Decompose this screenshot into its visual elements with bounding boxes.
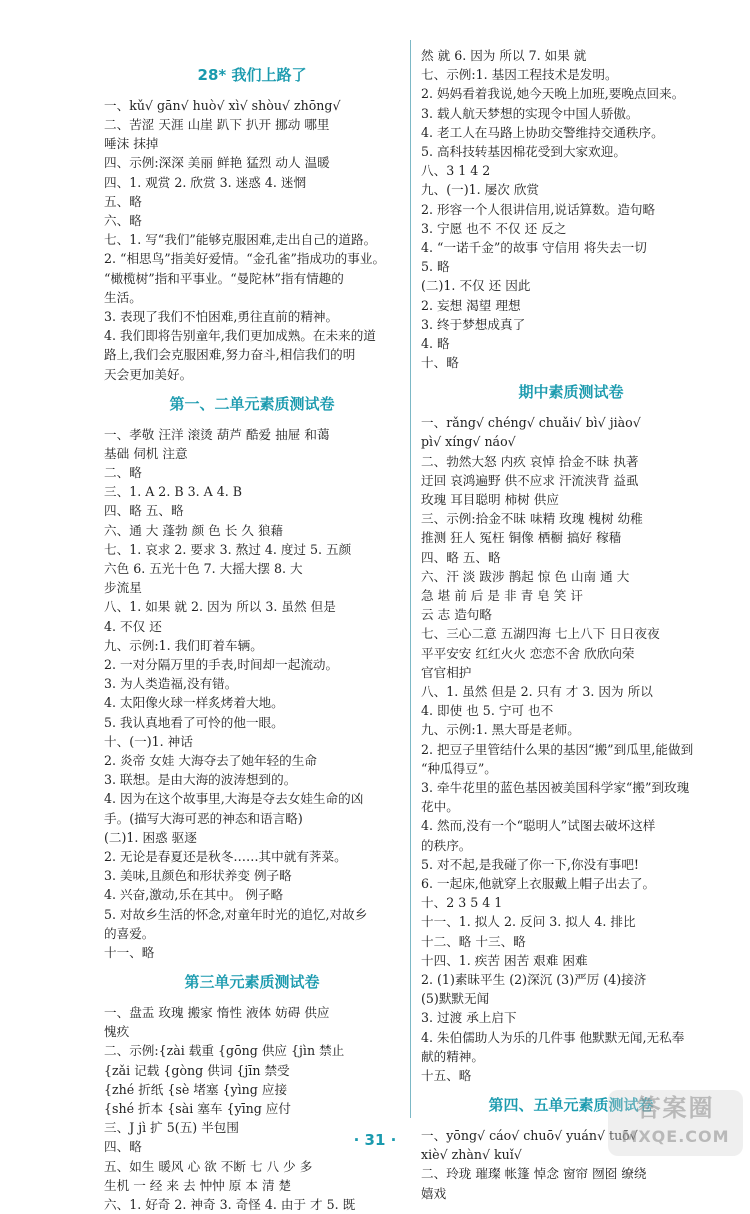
answer-line: 5. 对不起,是我碰了你一下,你没有事吧! xyxy=(421,856,639,872)
answer-line: 4. 我们即将告别童年,我们更加成熟。在未来的道 xyxy=(104,328,376,344)
answer-line: 一、孝敬 汪洋 滚烫 葫芦 酷爱 抽屉 和蔼 xyxy=(104,426,330,442)
section-heading: 第四、五单元素质测试卷 xyxy=(488,1096,654,1115)
answer-line: pì√ xíng√ náo√ xyxy=(421,434,516,450)
answer-line: 八、3 1 4 2 xyxy=(421,163,491,179)
answer-line: 2. 形容一个人很讲信用,说话算数。造句略 xyxy=(421,201,656,217)
answer-line: 六、略 xyxy=(104,213,142,228)
answer-line: 3. 牵牛花里的蓝色基因被美国科学家“搬”到玫瑰 xyxy=(421,780,690,795)
answer-line: 二、略 xyxy=(104,465,142,480)
answer-line: 七、1. 写“我们”能够克服困难,走出自己的道路。 xyxy=(104,232,377,248)
answer-line: 十四、1. 疾苦 困苦 艰难 困难 xyxy=(421,952,588,968)
answer-line: 3. 美味,且颜色和形状养变 例子略 xyxy=(104,868,292,884)
answer-line: 生机 一 经 来 去 忡忡 原 本 清 楚 xyxy=(104,1177,292,1193)
answer-line: 2. 一对分隔万里的手表,时间却一起流动。 xyxy=(104,657,339,672)
answer-line: 九、(一)1. 屡次 欣赏 xyxy=(421,182,540,198)
answer-line: 十一、1. 拟人 2. 反问 3. 拟人 4. 排比 xyxy=(421,914,636,930)
section-heading: 28* 我们上路了 xyxy=(197,66,307,84)
section-heading: 第一、二单元素质测试卷 xyxy=(169,394,335,413)
answer-line: 十二、略 十三、略 xyxy=(421,933,526,949)
section-heading: 期中素质测试卷 xyxy=(518,383,624,402)
answer-line: 三、示例:拾金不昧 味精 玫瑰 槐树 幼稚 xyxy=(421,511,643,527)
answer-line: 十、略 xyxy=(421,355,459,371)
answer-line: 玫瑰 耳目聪明 柿树 供应 xyxy=(421,492,559,507)
answer-line: 3. 载人航天梦想的实现令中国人骄傲。 xyxy=(421,105,639,121)
answer-line: 4. 然而,没有一个“聪明人”试图去破坏这样 xyxy=(421,818,656,834)
answer-line: 十一、略 xyxy=(104,945,155,960)
answer-line: 2. 妄想 渴望 理想 xyxy=(421,297,521,313)
answer-line: 4. 太阳像火球一样炙烤着大地。 xyxy=(104,695,284,711)
answer-line: (二)1. 困惑 驱逐 xyxy=(104,829,197,845)
answer-line: 六、汗 淡 跋涉 鹊起 惊 色 山南 通 大 xyxy=(421,568,630,584)
answer-line: 5. 对故乡生活的怀念,对童年时光的追忆,对故乡 xyxy=(104,906,368,922)
answer-line: 八、1. 如果 就 2. 因为 所以 3. 虽然 但是 xyxy=(104,599,336,615)
answer-line: xiè√ zhàn√ kuǐ√ xyxy=(421,1147,522,1163)
answer-line: 十、2 3 5 4 1 xyxy=(421,895,503,911)
answer-line: 3. 终于梦想成真了 xyxy=(421,316,526,332)
page-number: · 31 · xyxy=(353,1131,397,1149)
answer-line: 六、1. 好奇 2. 神奇 3. 奇怪 4. 由于 才 5. 既 xyxy=(104,1197,356,1212)
answer-line: 三、1. A 2. B 3. A 4. B xyxy=(104,484,242,500)
answer-line: 3. 联想。是由大海的波涛想到的。 xyxy=(104,772,297,788)
answer-line: 2. 妈妈看着我说,她今天晚上加班,要晚点回来。 xyxy=(421,86,685,102)
section-heading: 第三单元素质测试卷 xyxy=(184,973,320,992)
answer-line: 四、1. 观赏 2. 欣赏 3. 迷惑 4. 迷惘 xyxy=(104,174,307,190)
answer-line: 唾沫 抹掉 xyxy=(104,136,159,152)
answer-line: 四、略 五、略 xyxy=(104,503,184,519)
answer-line: 4. 略 xyxy=(421,336,450,351)
answer-line: 花中。 xyxy=(421,799,459,815)
answer-line: 然 就 6. 因为 所以 7. 如果 就 xyxy=(421,48,587,63)
watermark-bottom: MXQE.COM xyxy=(621,1127,730,1146)
answer-line: 一、rǎng√ chéng√ chuǎi√ bì√ jiào√ xyxy=(421,415,641,431)
answer-line: 急 堪 前 后 是 非 青 皂 笑 讦 xyxy=(421,588,583,603)
answer-line: 七、三心二意 五湖四海 七上八下 日日夜夜 xyxy=(421,626,660,642)
answer-line: 生活。 xyxy=(104,289,142,305)
answer-line: 5. 略 xyxy=(421,259,450,275)
answer-line: 3. 过渡 承上启下 xyxy=(421,1010,517,1026)
answer-line: 愧疚 xyxy=(104,1024,130,1040)
answer-line: 2. 无论是春夏还是秋冬……其中就有荠菜。 xyxy=(104,849,347,864)
answer-line: {zǎi 记载 {gòng 供词 {jīn 禁受 xyxy=(104,1062,290,1078)
answer-line: 云 志 造句略 xyxy=(421,607,492,623)
answer-line: 一、yōng√ cáo√ chuō√ yuán√ tuō√ xyxy=(421,1128,638,1143)
column-divider xyxy=(410,40,411,1118)
answer-line: (5)默默无闻 xyxy=(421,991,490,1007)
answer-line: 二、玲珑 璀璨 帐篷 悼念 窗帘 囫囵 缭绕 xyxy=(421,1166,647,1182)
answer-line: 步流星 xyxy=(104,580,142,596)
answer-line: 十、(一)1. 神话 xyxy=(104,733,193,749)
answer-line: 十五、略 xyxy=(421,1068,472,1083)
answer-line: 天会更加美好。 xyxy=(104,366,193,382)
answer-line: 九、示例:1. 黑大哥是老师。 xyxy=(421,722,580,738)
answer-line: 二、示例:{zài 载重 {gōng 供应 {jìn 禁止 xyxy=(104,1043,345,1059)
answer-line: 2. “相思鸟”指美好爱情。“金孔雀”指成功的事业。 xyxy=(104,251,386,267)
answer-line: 一、kǔ√ gān√ huò√ xì√ shòu√ zhōng√ xyxy=(104,97,341,113)
answer-line: 6. 一起床,他就穿上衣服戴上帽子出去了。 xyxy=(421,876,656,891)
answer-line: 八、1. 虽然 但是 2. 只有 才 3. 因为 所以 xyxy=(421,684,653,699)
answer-line: {zhé 折纸 {sè 堵塞 {yìng 应接 xyxy=(104,1081,288,1097)
answer-line: {shé 折本 {sài 塞车 {yīng 应付 xyxy=(104,1101,291,1116)
answer-line: 5. 我认真地看了可怜的他一眼。 xyxy=(104,714,284,730)
answer-line: 一、盘盂 玫瑰 搬家 惰性 液体 妨碍 供应 xyxy=(104,1005,330,1020)
answer-line: 4. 不仅 还 xyxy=(104,618,162,634)
answer-line: 2. (1)素昧平生 (2)深沉 (3)严厉 (4)接济 xyxy=(421,972,647,987)
answer-line: 献的精神。 xyxy=(421,1048,484,1064)
answer-line: 迂回 哀鸿遍野 供不应求 汗流浃背 益虱 xyxy=(421,472,639,488)
answer-line: 的喜爱。 xyxy=(104,925,155,941)
answer-line: “种瓜得豆”。 xyxy=(421,760,497,776)
answer-line: 嬉戏 xyxy=(421,1185,447,1201)
answer-line: 五、略 xyxy=(104,193,142,209)
answer-line: 三、J jì 扩 5(五) 半包围 xyxy=(104,1120,239,1136)
answer-line: 七、1. 哀求 2. 要求 3. 熬过 4. 度过 5. 五颜 xyxy=(104,541,352,557)
answer-line: 四、示例:深深 美丽 鲜艳 猛烈 动人 温暖 xyxy=(104,155,330,171)
answer-line: 2. 把豆子里管结什么果的基因“搬”到瓜里,能做到 xyxy=(421,741,694,757)
answer-line: 2. 炎帝 女娃 大海夺去了她年轻的生命 xyxy=(104,753,317,768)
answer-line: (二)1. 不仅 还 因此 xyxy=(421,278,531,294)
answer-line: 4. “一诺千金”的故事 守信用 将失去一切 xyxy=(421,240,647,255)
answer-line: 六、通 大 蓬勃 颜 色 长 久 狼藉 xyxy=(104,522,284,538)
answer-line: 五、如生 暖风 心 欲 不断 七 八 少 多 xyxy=(104,1158,313,1174)
answer-line: 六色 6. 五光十色 7. 大摇大摆 8. 大 xyxy=(104,561,303,576)
answer-line: 3. 为人类造福,没有错。 xyxy=(104,676,238,692)
answer-line: 路上,我们会克服困难,努力奋斗,相信我们的明 xyxy=(104,347,356,363)
answer-line: 4. 兴奋,激动,乐在其中。 例子略 xyxy=(104,887,284,903)
answer-line: 官官相护 xyxy=(421,664,472,680)
answer-line: 手。(描写大海可恶的神态和语言略) xyxy=(104,810,303,826)
watermark-logo xyxy=(608,1090,743,1156)
answer-line: 3. 表现了我们不怕困难,勇往直前的精神。 xyxy=(104,309,339,324)
answer-line: 4. 因为在这个故事里,大海是夺去女娃生命的凶 xyxy=(104,791,364,807)
answer-line: 4. 老工人在马路上协助交警维持交通秩序。 xyxy=(421,124,664,140)
answer-line: 5. 高科技转基因棉花受到大家欢迎。 xyxy=(421,144,626,159)
answer-line: 二、勃然大怒 内疚 哀悼 拾金不昧 执著 xyxy=(421,453,639,469)
watermark-top: 答案圈 xyxy=(636,1094,715,1122)
answer-line: 推测 狂人 冤枉 铜像 栖橱 搞好 稼穑 xyxy=(421,530,622,546)
answer-line: 基础 伺机 注意 xyxy=(104,445,188,461)
answer-line: 四、略 xyxy=(104,1139,142,1155)
answer-line: 4. 即使 也 5. 宁可 也不 xyxy=(421,703,554,719)
answer-line: 平平安安 红红火火 恋恋不舍 欣欣向荣 xyxy=(421,645,635,661)
answer-line: 七、示例:1. 基因工程技术是发明。 xyxy=(421,67,618,83)
answer-line: 4. 朱伯儒助人为乐的几件事 他默默无闻,无私奉 xyxy=(421,1029,685,1045)
answer-line: “橄榄树”指和平事业。“曼陀林”指有情趣的 xyxy=(104,270,344,286)
answer-line: 九、示例:1. 我们盯着车辆。 xyxy=(104,637,263,653)
answer-line: 3. 宁愿 也不 不仅 还 反之 xyxy=(421,220,567,236)
answer-line: 的秩序。 xyxy=(421,837,472,853)
answer-line: 二、苦涩 天涯 山崖 趴下 扒开 挪动 哪里 xyxy=(104,117,330,132)
answer-line: 四、略 五、略 xyxy=(421,549,501,565)
